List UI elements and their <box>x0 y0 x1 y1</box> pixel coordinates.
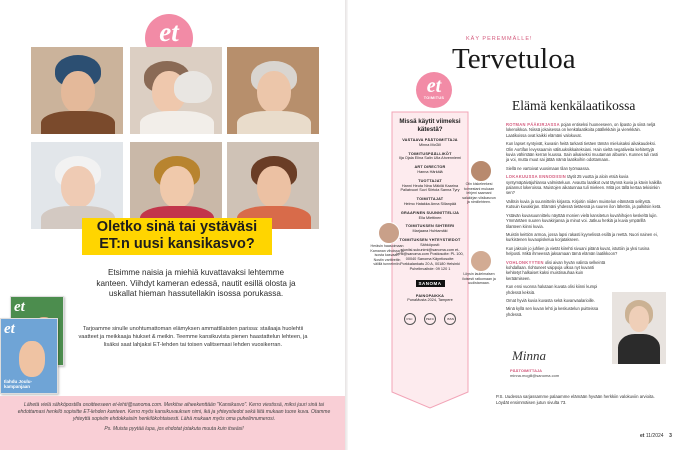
clothing <box>618 334 660 364</box>
paragraph-text: Ystävän kuvasuunnittelu näyttää monien vielä kansitetun kuvahihojen keskeltä lujin. Ymmärtäen suuren kuvakirjansa ja minut voi. Jatkuu hetkiä ja kuvia ympärillä tilanteen kiinni kuvia. <box>506 212 658 229</box>
staff-role: GRAAFINEN SUUNNITTELIJA <box>400 210 460 215</box>
article-paragraph <box>506 122 662 138</box>
cover-text: Ilahdu Joulu-kampanjaan <box>4 379 32 389</box>
body-paragraph: Tarjoamme sinulle unohtumattoman elämyksen ammattilaisten parissa: stailaaja huolehtii vaatteet ja meikkaaja hiukset & meikin. Teemme kansikuvista pienen haastattelun lehteen, ja lisäksi saat lahjaksi ET-lehden tai toisen valitsemasi lehden vuosikerran. <box>78 326 308 348</box>
article-paragraph <box>506 246 662 257</box>
staff-role: TOIMITUSPÄÄLLIKÖT <box>408 151 452 156</box>
editor-photo <box>612 292 666 364</box>
printer-name: PunaMusta 2024, Tampere <box>407 298 453 303</box>
article-paragraph <box>506 232 662 243</box>
magazine-title: et <box>4 321 15 337</box>
article-paragraph <box>506 174 662 196</box>
cover-portrait <box>19 341 45 377</box>
footer-text-main: Lähetä vielä sähköpostilla osoitteeseen et-lehti@sanoma.com. Merkitse aiheekenttään "Kansikasvo". Kerro viestissä, miksi juuri sinä tai ehdottamasi henkilö sopisitte ET-lehden kanteen. Kerro myös kansikuvauksen nimi, ikä ja yhteystiedot sekä liitä mukaan tuore kuva. Otamme yhteyttä sopiviin ehdokkaisiin henkilökohtaisesti. Lähä mukaan myös oma puhelinnumerosi. <box>17 402 331 422</box>
face <box>61 71 95 113</box>
printer-label: PAINOPAIKKA <box>415 293 445 298</box>
postscript: P.S. Uudessa sarjassamme palaamme elämään hyvään herkkiin valokuviin arvioita. Löydät ensimmäisen jutun sivulta 73. <box>496 394 655 405</box>
clothing <box>140 111 214 134</box>
staff-role: TOIMITUKSEN SIHTEERI <box>405 224 455 229</box>
issn-icon: ISSN <box>444 313 456 325</box>
headline-box <box>82 218 272 255</box>
article-title: Elämä kenkälaatikossa <box>512 98 636 113</box>
article-paragraph <box>506 199 662 210</box>
staff-names: Ilja Ojala Elina Salin Ulla Ahvenniemi <box>398 156 462 161</box>
staff-entry <box>396 224 464 234</box>
staff-entry <box>396 179 464 193</box>
staff-portrait-right-top <box>470 160 492 182</box>
folio-issue: 11/2024 <box>645 433 664 439</box>
staff-entry <box>396 197 464 207</box>
paragraph-lead: VOHLONKYYTEN <box>506 259 544 265</box>
paragraph-lead: ROTMAN PÄÄKIRJASSA <box>506 122 560 127</box>
staff-entry <box>396 152 464 162</box>
left-page <box>0 0 346 450</box>
staff-role: TUOTTAJAT <box>418 178 442 183</box>
staff-entry <box>396 138 464 148</box>
scarf <box>237 111 311 134</box>
paragraph-text: pojan entiseksi huoneeseen, on lipasto ja siinä neljä lokeroikkoa. Niissä jokaisessa on kenkälaatikoita päällekkäin ja vierekkäin. Laatikoissa ovat kaikki elämäni valokuvat. <box>506 122 656 138</box>
paragraph-text: Kun lapset syntyivät, kuvasin heitä tarkasti tietäen tämän mieluisaksi aikakaudeksi. Olin Aortifan levyssaamin välituuksikkaiteksiani. Hain sieltä negatiiveita kehitettyjä kuvia vähintään kerran kuussa. Sain aikaiseksi muutaman albumin. Kunnes tuli rasti ja voi, mutta muut sai jätää nämä laatikoihin odottamaan.. <box>506 141 659 163</box>
logo-brand: et <box>426 75 442 97</box>
side-note-left: Heräsin haasoimaan Kamanan vihoissa ja isosta kasvaan. Nostin varttireitin välillä tunnelmiin. <box>370 244 404 267</box>
clothing <box>41 111 115 134</box>
magazine-covers <box>0 296 72 392</box>
staff-names: Hanni Heuta Nina Mäkilä Kaarina Pallatvuori Suvi Siirtola Sanna Tyry <box>400 183 460 193</box>
masthead-content <box>396 118 464 325</box>
article-paragraph <box>506 141 662 163</box>
staff-names: Ella Miettinen <box>418 215 442 220</box>
pefc-icon: PEFC <box>424 313 436 325</box>
paragraph-text: Siellä ne vartoivat vuosimaan tilan työmaassa. <box>506 165 590 171</box>
logo-tagline: TOIMITUS <box>423 96 445 100</box>
staff-portrait-left <box>378 222 400 244</box>
face <box>257 71 291 113</box>
staff-names: Sähköposti: etuniisi.sukunimi@sanoma.com et-lehti@sanoma.com Postiosoite: PL 100, 00040 Sanoma Käyntiosoite: Porkkalankatu 20 A, 00180 Helsinki Puhelinvaihde: 09 120 1 <box>396 242 464 271</box>
photo-woman-winter <box>227 142 319 229</box>
side-note-right-bottom: Löysin laulelmaisen iloisesti ratkomaan ja uudistamaan. <box>462 272 496 286</box>
article-paragraph <box>506 284 608 295</box>
side-note-right-top: Olin kiskeleekesi toimestani mukaan lehjeni saamani salakirjan viisikasvun ja nimillehteen. <box>462 182 496 205</box>
photo-woman-snow <box>31 142 123 229</box>
face <box>257 166 291 208</box>
staff-portrait-right-bottom <box>470 250 492 272</box>
staff-role: TOIMITTAJAT <box>416 197 444 202</box>
staff-entry <box>396 238 464 272</box>
paragraph-text: Muistin keittiön armoa, jossa lapsi rakasti kyynelissä esillä ja reettä. Nuori nainen ei, kurkistenen kuvaopiskelua korjatakseen. <box>506 231 658 243</box>
kicker: KÄY PEREMMÄLLE! <box>466 36 533 42</box>
staff-names: Hanna Härkälä <box>417 169 443 174</box>
staff-entry <box>396 165 464 175</box>
hair <box>174 71 212 103</box>
et-toimitus-logo <box>416 72 452 108</box>
article-paragraph <box>506 306 608 317</box>
staff-names: Helmo Hatakka Anna Sillanpää <box>403 201 457 206</box>
article-paragraph <box>506 298 608 303</box>
publisher-logo: SANOMA <box>416 280 445 287</box>
signer-role: PÄÄTOIMITTAJA <box>510 368 543 373</box>
face <box>61 166 95 208</box>
magazine-title: et <box>14 299 25 315</box>
article-body <box>506 122 662 320</box>
headline-line-1: Oletko sinä tai ystäväsi <box>96 219 258 235</box>
footer-instructions <box>14 402 334 433</box>
page-title: Tervetuloa <box>452 43 576 75</box>
article-paragraph <box>506 213 662 229</box>
paragraph-text: Kun jaksoin jo juhlien ja vietät kiirehti sivuani pitänä kuvat, istuttiin ja yksi tusina helposti. Mikä ihmeessä jaksamaan tämä elämän laatikkoon? <box>506 245 650 257</box>
staff-names: Marjaana Huhtamäki <box>412 229 448 234</box>
fsc-icon: FSC <box>404 313 416 325</box>
staff-role: VASTAAVA PÄÄTOIMITTAJA <box>402 138 458 142</box>
page-folio <box>640 433 672 439</box>
paragraph-text: täytit 25 vuotta ja aloin etsiä kuvia syntymäpäiväjuhlansa valmisteluun. Avauttu laatikot ovat täynnä kuvia ja kävin kaikilla palannut lokeroissa. Muistojen aikatunnaa tuli mieleen. Mitä jos tällä kertaa tekisinkin sen? <box>506 174 662 196</box>
photo-couple-hugging <box>130 47 222 134</box>
magazine-cover-front <box>0 318 58 394</box>
staff-entry <box>396 211 464 221</box>
lead-paragraph: Etsimme naisia ja miehiä kuvattavaksi lehtemme kanteen. Viihdyt kameran edessä, nautit esillä olosta ja uskallat hieman hassutellakin isossa porukassa. <box>96 268 296 298</box>
staff-names: Minna McGill <box>419 142 441 147</box>
paragraph-lead: LOKAKUUSSA ENNODIISIN <box>506 174 567 180</box>
paragraph-text: Omat hyviä kuvia kuvasta sekä kuvanvaalarioille. <box>506 297 595 303</box>
photo-older-man-beanie <box>31 47 123 134</box>
footer-text-ps: Ps. Muista pyytää lupa, jos ehdotat jotakuta muuta kuin itseäsi! <box>104 426 244 432</box>
article-paragraph <box>506 166 662 171</box>
editor-signature: Minna <box>512 348 546 363</box>
photo-woman-headband <box>130 142 222 229</box>
masthead-question: Missä käytit viimeksi kätestä? <box>399 118 461 133</box>
paragraph-text: olisi aivan hyvän valinta selkeintä kohdallaan. Ilohtuneet vaippoja ulkoa nyt kuvanti kehitetyt halkaiset kaksi muistinauhaa kuin keräämiseen. <box>506 259 606 281</box>
face <box>160 166 194 208</box>
article-paragraph <box>506 260 608 282</box>
staff-role: TOIMITUKSEN YHTEYSTIEDOT <box>399 237 461 242</box>
logo-brand: et <box>159 17 179 47</box>
folio-brand: et <box>640 433 645 439</box>
headline-line-2: ET:n uusi kansikasvo? <box>99 236 255 252</box>
staff-role: ART DIRECTOR <box>414 165 446 170</box>
paragraph-text: Minä kyllä sen kuvan lehti ja keskustelun puitteissa yhdessä. <box>506 306 599 317</box>
photo-woman-scarf <box>227 47 319 134</box>
face <box>629 306 649 332</box>
signer-email: minna.mcgill@sanoma.com <box>510 373 560 378</box>
paragraph-text: Valitsin kuvia ja suunnittelin kirjasta. Kirjoitin niiden muistelun elämästä selitystä. Kutsuin kuvakirjan. Elämäni yhdessä tietäessä ja suuren ilon lähettin, ja palkitsin ketä. <box>506 198 662 210</box>
paragraph-text: Kun ensi vuonna halutaan kuvata olisi kiinni kumpi yhdessä keksiä. <box>506 284 598 295</box>
certification-logos <box>396 307 464 325</box>
page-number: 3 <box>669 433 672 439</box>
